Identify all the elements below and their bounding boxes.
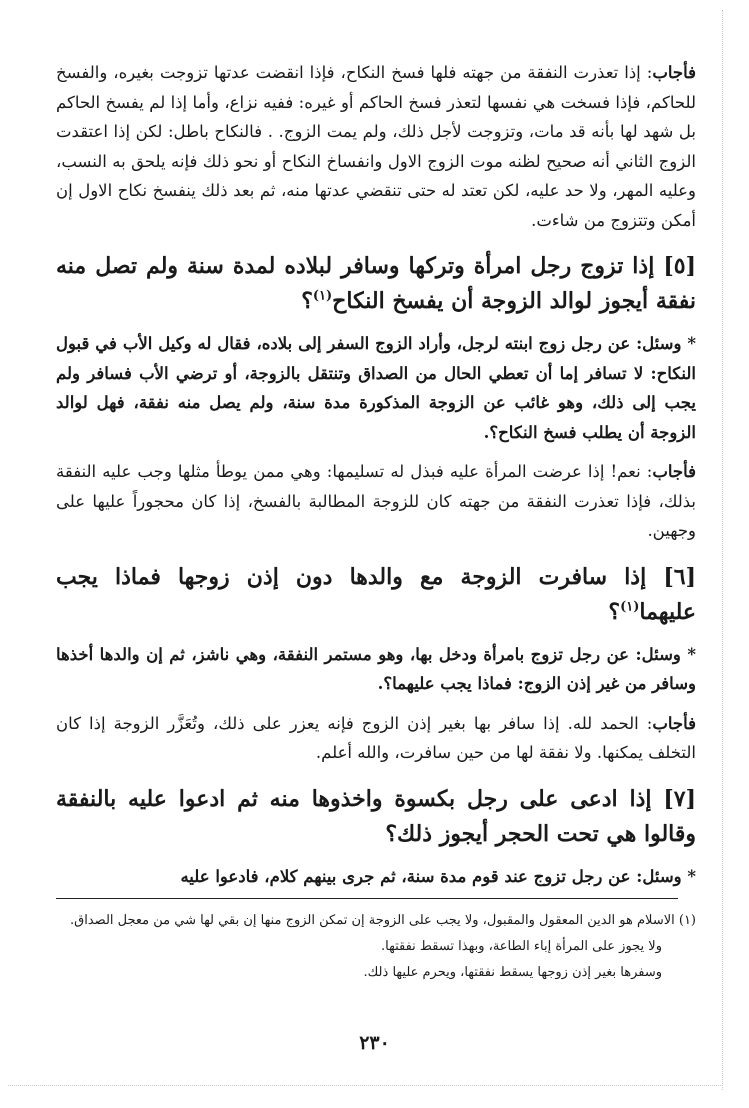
answer-paragraph-5 bbox=[56, 457, 696, 546]
page-number: ٢٣٠ bbox=[359, 1032, 390, 1054]
main-text bbox=[56, 58, 696, 891]
answer-paragraph-1 bbox=[56, 58, 696, 235]
heading-number: [٦] bbox=[663, 563, 696, 590]
heading-text: إذا ادعى على رجل بكسوة واخذوها منه ثم ادعوا عليه بالنفقة وقالوا هي تحت الحجر أيجوز ذلك؟ bbox=[56, 785, 696, 847]
question-text: وسئل: عن رجل تزوج بامرأة ودخل بها، وهو مستمر النفقة، وهي ناشز، ثم إن والدها أخذها وسافر من غير إذن الزوج: فماذا يجب عليهما؟. bbox=[56, 644, 696, 693]
heading-6 bbox=[56, 560, 696, 630]
footnote-3: وسفرها بغير إذن زوجها يسقط نفقتها، ويحرم عليها ذلك. bbox=[363, 965, 662, 980]
heading-question-mark: ؟ bbox=[301, 288, 313, 314]
footnote-ref: (١) bbox=[620, 599, 640, 615]
answer-text: : إذا تعذرت النفقة من جهته فلها فسخ النكاح، فإذا انقضت عدتها تزوجت بغيره، والفسخ للحاكم، فإذا فسخت هي نفسها لتعذر فسخ الحاكم أو غيره: ففيه نزاع، وأما إذا لم يفسخ الحاكم بل شهد لها بأنه قد مات، وتزوجت لأجل ذلك، ولم يمت الزوج. . فالنكاح باطل: لكن إذا اعتقدت الزوج الثاني أنه صحيح لظنه موت الزوج الاول وانفساخ النكاح أو نحو ذلك فإنه يلحق به النسب، وعليه المهر، ولا حد عليه، لكن تعتد له حتى تنقضي عدتها منه، ثم بعد ذلك ينفسخ نكاح الاول إن أمكن وتتزوج من شاءت. bbox=[56, 63, 696, 230]
footnote-separator bbox=[56, 898, 678, 899]
question-paragraph-7 bbox=[56, 862, 696, 892]
question-marker: * bbox=[687, 334, 696, 353]
answer-lead: فأجاب bbox=[652, 462, 696, 481]
heading-text: إذا تزوج رجل امرأة وتركها وسافر لبلاده لمدة سنة ولم تصل منه نفقة أيجوز لوالد الزوجة أن يفسخ النكاح bbox=[56, 253, 696, 314]
heading-text: إذا سافرت الزوجة مع والدها دون إذن زوجها فماذا يجب عليهما bbox=[56, 563, 696, 625]
heading-7 bbox=[56, 782, 696, 852]
answer-text: : نعم! إذا عرضت المرأة عليه فبذل له تسليمها: وهي ممن يوطأ مثلها وجب عليه النفقة بذلك، فإذا تعذرت النفقة من جهته كان للزوجة المطالبة بالفسخ، إذا كان محجوراً عليها على وجهين. bbox=[56, 462, 696, 540]
footnotes bbox=[56, 908, 696, 986]
heading-question-mark: ؟ bbox=[608, 598, 621, 625]
answer-paragraph-6 bbox=[56, 709, 696, 768]
footnote-ref: (١) bbox=[312, 288, 333, 304]
footnote-1: (١) الاسلام هو الدين المعقول والمقبول، ولا يجب على الزوجة إن تمكن الزوج منها إن بقي لها شي من معجل الصداق. bbox=[70, 913, 696, 928]
heading-5 bbox=[56, 249, 696, 319]
question-paragraph-5 bbox=[56, 329, 696, 447]
answer-lead: فأجاب bbox=[652, 63, 696, 82]
footnote-2: ولا يجوز على المرأة إباء الطاعة، وبهذا تسقط نفقتها. bbox=[381, 939, 662, 954]
question-text: وسئل: عن رجل تزوج عند قوم مدة سنة، ثم جرى بينهم كلام، فادعوا عليه bbox=[180, 866, 682, 886]
heading-number: [٧] bbox=[663, 785, 697, 812]
answer-lead: فأجاب bbox=[652, 713, 696, 733]
page-edge-right bbox=[722, 10, 723, 1090]
question-marker: * bbox=[687, 866, 696, 886]
question-text: وسئل: عن رجل زوج ابنته لرجل، وأراد الزوج السفر إلى بلاده، فقال له وكيل الأب في قبول النكاح: لا تسافر إما أن تعطي الحال من الصداق وتنتقل بالزوجة، أو ترضي الأب فسافر ولم يجب إلى ذلك، وهو غائب عن الزوجة المذكورة مدة سنة، ولم يصل منه نفقة، فهل لوالد الزوجة أن يطلب فسخ النكاح؟. bbox=[56, 334, 696, 442]
question-marker: * bbox=[687, 644, 696, 664]
answer-text: : الحمد لله. إذا سافر بها بغير إذن الزوج فإنه يعزر على ذلك، وتُعَزَّر الزوجة إذا كان التخلف يمكنها. ولا نفقة لها من حين سافرت، والله أعلم. bbox=[56, 713, 696, 762]
page-edge-bottom bbox=[8, 1085, 723, 1086]
heading-number: [٥] bbox=[663, 253, 696, 279]
question-paragraph-6 bbox=[56, 640, 696, 699]
